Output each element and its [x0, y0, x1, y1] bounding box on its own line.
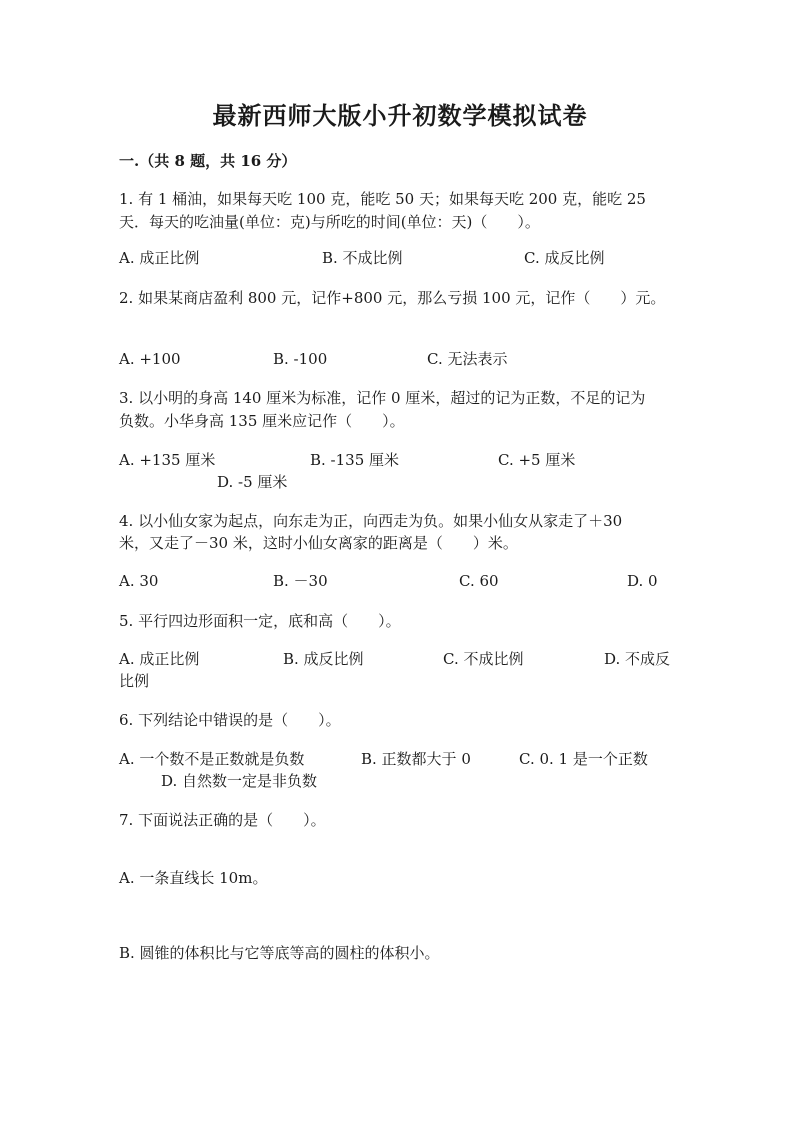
question-4-line-1: 4. 以小仙女家为起点，向东走为正，向西走为负。如果小仙女从家走了＋30: [119, 512, 623, 530]
page-title: 最新西师大版小升初数学模拟试卷: [212, 101, 588, 130]
question-6-option-b: B. 正数都大于 0: [361, 750, 471, 768]
question-4-line-2: 米，又走了－30 米，这时小仙女离家的距离是（ ）米。: [119, 534, 518, 552]
question-2-option-c: C. 无法表示: [427, 350, 508, 368]
question-6-option-d: D. 自然数一定是非负数: [161, 772, 318, 790]
question-3-option-b: B. -135 厘米: [310, 451, 400, 469]
question-1-line-2: 天．每天的吃油量(单位：克)与所吃的时间(单位：天)（ ）。: [119, 213, 540, 231]
question-1-option-c: C. 成反比例: [524, 249, 605, 267]
question-2-line-1: 2. 如果某商店盈利 800 元，记作+800 元，那么亏损 100 元，记作（ ）元。: [119, 289, 666, 307]
question-1-line-1: 1. 有 1 桶油，如果每天吃 100 克，能吃 50 天；如果每天吃 200 克，能吃 25: [119, 190, 646, 208]
question-3-line-2: 负数。小华身高 135 厘米应记作（ ）。: [119, 412, 405, 430]
question-7-line-1: 7. 下面说法正确的是（ ）。: [119, 811, 326, 829]
question-2-option-a: A. +100: [119, 350, 181, 368]
question-6-option-c: C. 0. 1 是一个正数: [519, 750, 648, 768]
question-3-line-1: 3. 以小明的身高 140 厘米为标准，记作 0 厘米，超过的记为正数，不足的记为: [119, 389, 646, 407]
question-5-option-d-wrap: 比例: [119, 672, 150, 690]
question-5-option-b: B. 成反比例: [283, 650, 364, 668]
question-7-option-a: A. 一条直线长 10m。: [119, 869, 268, 887]
question-4-option-c: C. 60: [459, 572, 499, 590]
question-5-option-c: C. 不成比例: [443, 650, 524, 668]
question-6-line-1: 6. 下列结论中错误的是（ ）。: [119, 711, 341, 729]
question-4-option-a: A. 30: [119, 572, 159, 590]
question-1-option-a: A. 成正比例: [119, 249, 200, 267]
question-5-option-a: A. 成正比例: [119, 650, 200, 668]
question-4-option-d: D. 0: [627, 572, 658, 590]
question-5-line-1: 5. 平行四边形面积一定，底和高（ ）。: [119, 612, 401, 630]
question-4-option-b: B. －30: [273, 572, 328, 590]
question-6-option-a: A. 一个数不是正数就是负数: [119, 750, 305, 768]
question-1-option-b: B. 不成比例: [322, 249, 403, 267]
question-5-option-d: D. 不成反: [604, 650, 671, 668]
question-3-option-c: C. +5 厘米: [498, 451, 576, 469]
question-3-option-d: D. -5 厘米: [217, 473, 288, 491]
question-3-option-a: A. +135 厘米: [119, 451, 216, 469]
question-2-option-b: B. -100: [273, 350, 328, 368]
question-7-option-b: B. 圆锥的体积比与它等底等高的圆柱的体积小。: [119, 944, 440, 962]
section-heading: 一.（共 8 题，共 16 分）: [119, 152, 297, 170]
